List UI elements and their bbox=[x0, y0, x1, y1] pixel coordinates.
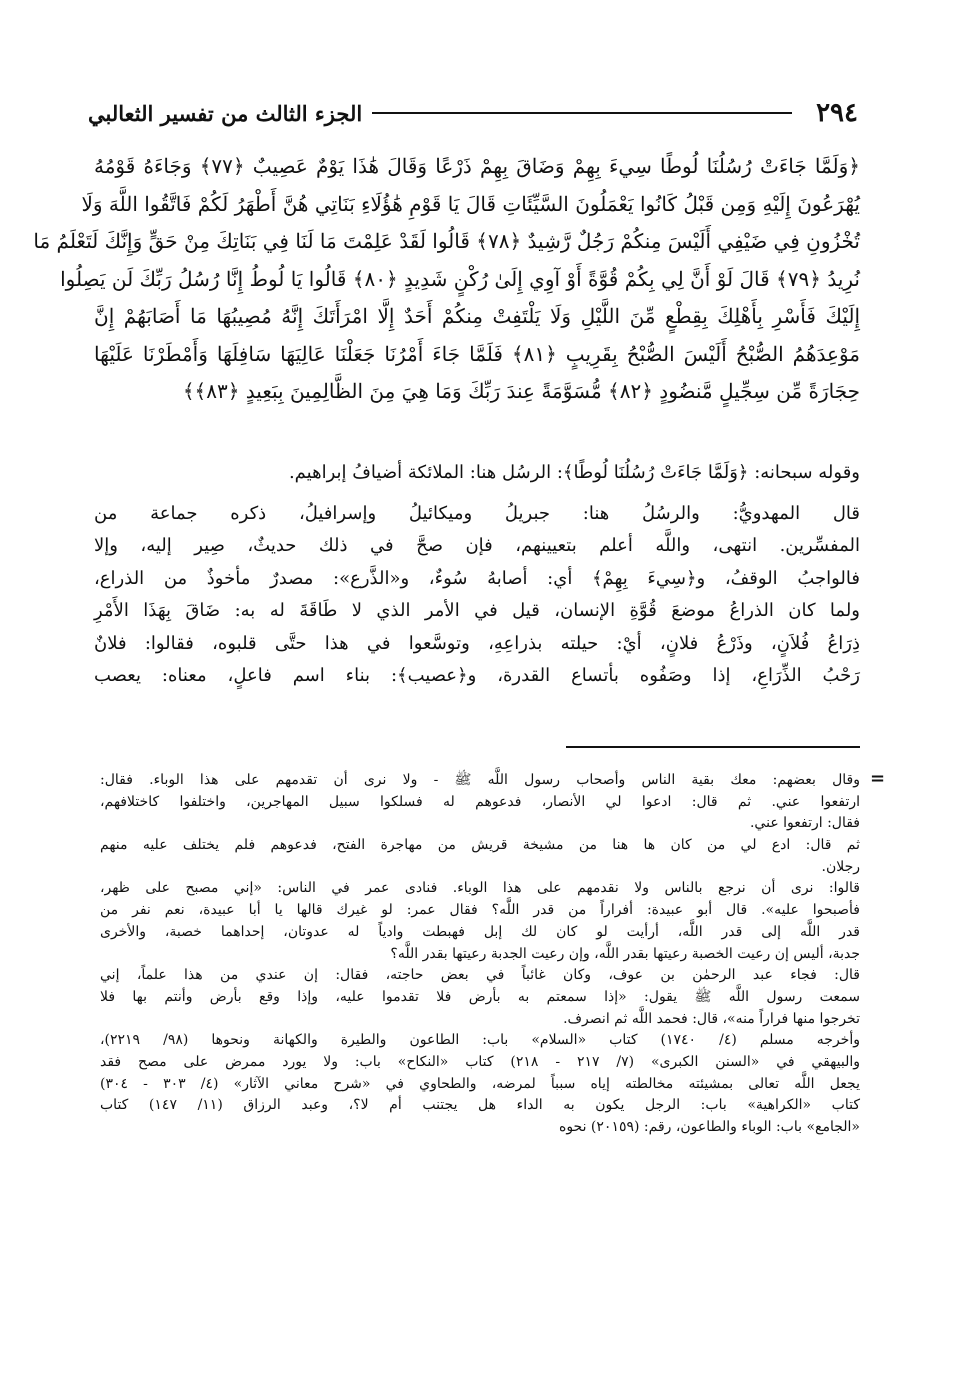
footnote-line: يجعل اللَّه تعالى بمشيئته مخالطته إياه سبباً لمرضه، والطحاوي في «شرح معاني الآثار» (٤/ ٣٠٣ - ٣٠٤) bbox=[100, 1075, 860, 1092]
quran-verses bbox=[33, 148, 861, 411]
commentary-line: ذِرَاعُ فُلاَنٍ، وذَرْعُ فلانٍ، أيْ: حيلته بذراعِهِ، وتوسَّعوا في هذا حتَّى قلبوه، فقالوا: فلانٌ bbox=[94, 632, 861, 654]
verse-line: يُهْرَعُونَ إِلَيْهِ وَمِن قَبْلُ كَانُوا يَعْمَلُونَ السَّيِّئَاتِ قَالَ يَا قَوْمِ هَٰؤُلَاءِ بَنَاتِي هُنَّ أَطْهَرُ لَكُمْ فَاتَّقُوا اللَّهَ وَلَا bbox=[81, 191, 860, 216]
footnote-line: جدبة، أليس إن رعيت الخصبة رعيتها بقدر اللَّه، وإن رعيت الجدبة رعيتها بقدر اللَّه؟ bbox=[390, 945, 860, 962]
footnote-line: سمعت رسول اللَّه ﷺ يقول: «إذا سمعتم به بأرض فلا تقدموا عليه، وإذا وقع بأرض وأنتم بها فلا bbox=[100, 988, 861, 1005]
footnote-line: تخرجوا منها فراراً منه»، قال: فحمد اللَّه ثم انصرف. bbox=[563, 1010, 860, 1027]
footnote-line: قالوا: نرى أن نرجع بالناس ولا نقدمهم على هذا الوباء. فنادى عمر في الناس: «إني مصبح على ظهر، bbox=[100, 880, 860, 897]
footnote-line: كتاب «الكراهية» باب: الرجل يكون به الداء هل يجتنب أم لا؟، وعبد الرزاق (١١/ ١٤٧) كتاب bbox=[100, 1097, 861, 1114]
footnote-line: ارتفعوا عني. ثم قال: ادعوا لي الأنصار، فدعوهم له فسلكوا سبيل المهاجرين، واختلفوا كاختلافهم، bbox=[100, 793, 860, 810]
commentary-lead: وقوله سبحانه: ﴿وَلَمَّا جَاءَتْ رُسُلُنَا لُوطًا﴾: الرسُل هنا: الملائكة أضيافُ إبراهيم. bbox=[288, 462, 860, 483]
page-number: ٢٩٤ bbox=[816, 98, 858, 128]
footnote-line: رجلان. bbox=[821, 858, 860, 875]
footnote-line: «الجامع» باب: الوباء والطاعون، رقم: (٢٠١٥٩) نحوه bbox=[558, 1119, 860, 1135]
verse-line: إِلَيْكَ فَأَسْرِ بِأَهْلِكَ بِقِطْعٍ مِّنَ اللَّيْلِ وَلَا يَلْتَفِتْ مِنكُمْ أَحَدٌ إِلَّا امْرَأَتَكَ إِنَّهُ مُصِيبُهَا مَا أَصَابَهُمْ إِنَّ bbox=[94, 304, 860, 328]
footnotes bbox=[100, 770, 860, 1139]
footnote-line: فأصبحوا عليه». قال أبو عبيدة: أفراراً من قدر اللَّه؟ فقال عمر: لو غيرك قالها يا أبا عبيدة، نعم نفر من bbox=[100, 902, 860, 919]
commentary-line: رَحْبُ الذِّرَاعِ، إذا وصَفُوه بأتساع القدرة، و﴿عصيب﴾: بناء اسم فاعلٍ، معناه: يعصب bbox=[94, 664, 860, 686]
commentary-paragraph bbox=[94, 498, 860, 692]
commentary-line: فالواجبُ الوقفُ، و﴿سِيءَ بِهِمْ﴾ أي: أصابهُ سُوءٌ، و«الذَّرع»: مصدرٌ مأخوذٌ من الذراع، bbox=[94, 567, 860, 589]
footnote-line: ثم قال: ادع لي من كان ها هنا من مشيخة قريش من مهاجرة الفتح، فدعوهم فلم يختلف عليه منهم bbox=[100, 837, 860, 854]
commentary-line: قال المهدويُّ: والرسُلُ هنا: جبريلُ وميكائيلُ وإسرافيلُ، ذكره جماعة من bbox=[94, 503, 860, 524]
commentary-line: المفسِّرين. انتهى، واللَّه أعلم بتعيينهم، فإن صحَّ في ذلك حديثٌ، صِير إليه، وإلا bbox=[94, 535, 860, 557]
verse-line: تُخْزُونِ فِي ضَيْفِي أَلَيْسَ مِنكُمْ رَجُلٌ رَّشِيدٌ ﴿٧٨﴾ قَالُوا لَقَدْ عَلِمْتَ مَا لَنَا فِي بَنَاتِكَ مِنْ حَقٍّ وَإِنَّكَ لَتَعْلَمُ مَا bbox=[33, 229, 860, 253]
verse-line: مَوْعِدَهُمُ الصُّبْحُ أَلَيْسَ الصُّبْحُ بِقَرِيبٍ ﴿٨١﴾ فَلَمَّا جَاءَ أَمْرُنَا جَعَلْنَا عَالِيَهَا سَافِلَهَا وَأَمْطَرْنَا عَلَيْهَا bbox=[94, 341, 861, 366]
footnote-separator bbox=[566, 746, 860, 748]
header-rule bbox=[372, 112, 792, 114]
running-title: الجزء الثالث من تفسير الثعالبي bbox=[88, 100, 363, 126]
footnote-line: قال: فجاء عبد الرحمٰن بن عوف، وكان غائباً في بعض حاجته، فقال: إن عندي من هذا علماً، إني bbox=[100, 967, 860, 984]
footnote-line: وأخرجه مسلم (٤/ ١٧٤٠) كتاب «السلام» باب: الطاعون والطيرة والكهانة ونحوها (٩٨/ ٢٢١٩)، bbox=[100, 1032, 860, 1049]
verse-line: حِجَارَةً مِّن سِجِّيلٍ مَّنضُودٍ ﴿٨٢﴾ مُّسَوَّمَةً عِندَ رَبِّكَ وَمَا هِيَ مِنَ الظَّالِمِينَ بِبَعِيدٍ ﴿٨٣﴾﴾ bbox=[182, 379, 860, 403]
footnote-line: قدر اللَّه إلى قدر اللَّه، أرأيت لو كان لك إبل فهبطت وادياً له عدوتان، إحداهما خصبة، والأخرى bbox=[100, 923, 860, 940]
footnote-continuation-mark: = bbox=[870, 768, 886, 789]
footnote-line: وقال بعضهم: معك بقية الناس وأصحاب رسول اللَّه ﷺ - ولا نرى أن تقدمهم على هذا الوباء. فقال: bbox=[100, 772, 860, 788]
footnote-line: والبيهقي في «السنن الكبرى» (٧/ ٢١٧ - ٢١٨) كتاب «النكاح» باب: ولا يورد ممرض على مصح فقد bbox=[100, 1053, 860, 1070]
footnote-line: فقال: ارتفعوا عني. bbox=[749, 815, 860, 832]
commentary-line: ولما كان الذراعُ موضعَ قُوَّةِ الإنسان، قيل في الأمر الذي لا طَاقَةَ له به: ضَاقَ بِهَذَا الأَمْرِ bbox=[94, 600, 860, 622]
verse-line: نُرِيدُ ﴿٧٩﴾ قَالَ لَوْ أَنَّ لِي بِكُمْ قُوَّةً أَوْ آوِي إِلَىٰ رُكْنٍ شَدِيدٍ ﴿٨٠﴾ قَالُوا يَا لُوطُ إِنَّا رُسُلُ رَبِّكَ لَن يَصِلُوا bbox=[60, 266, 860, 291]
page-header bbox=[88, 96, 858, 130]
verse-line: ﴿وَلَمَّا جَاءَتْ رُسُلُنَا لُوطًا سِيءَ بِهِمْ وَضَاقَ بِهِمْ ذَرْعًا وَقَالَ هَٰذَا يَوْمٌ عَصِيبٌ ﴿٧٧﴾ وَجَاءَهُ قَوْمُهُ bbox=[94, 154, 860, 178]
